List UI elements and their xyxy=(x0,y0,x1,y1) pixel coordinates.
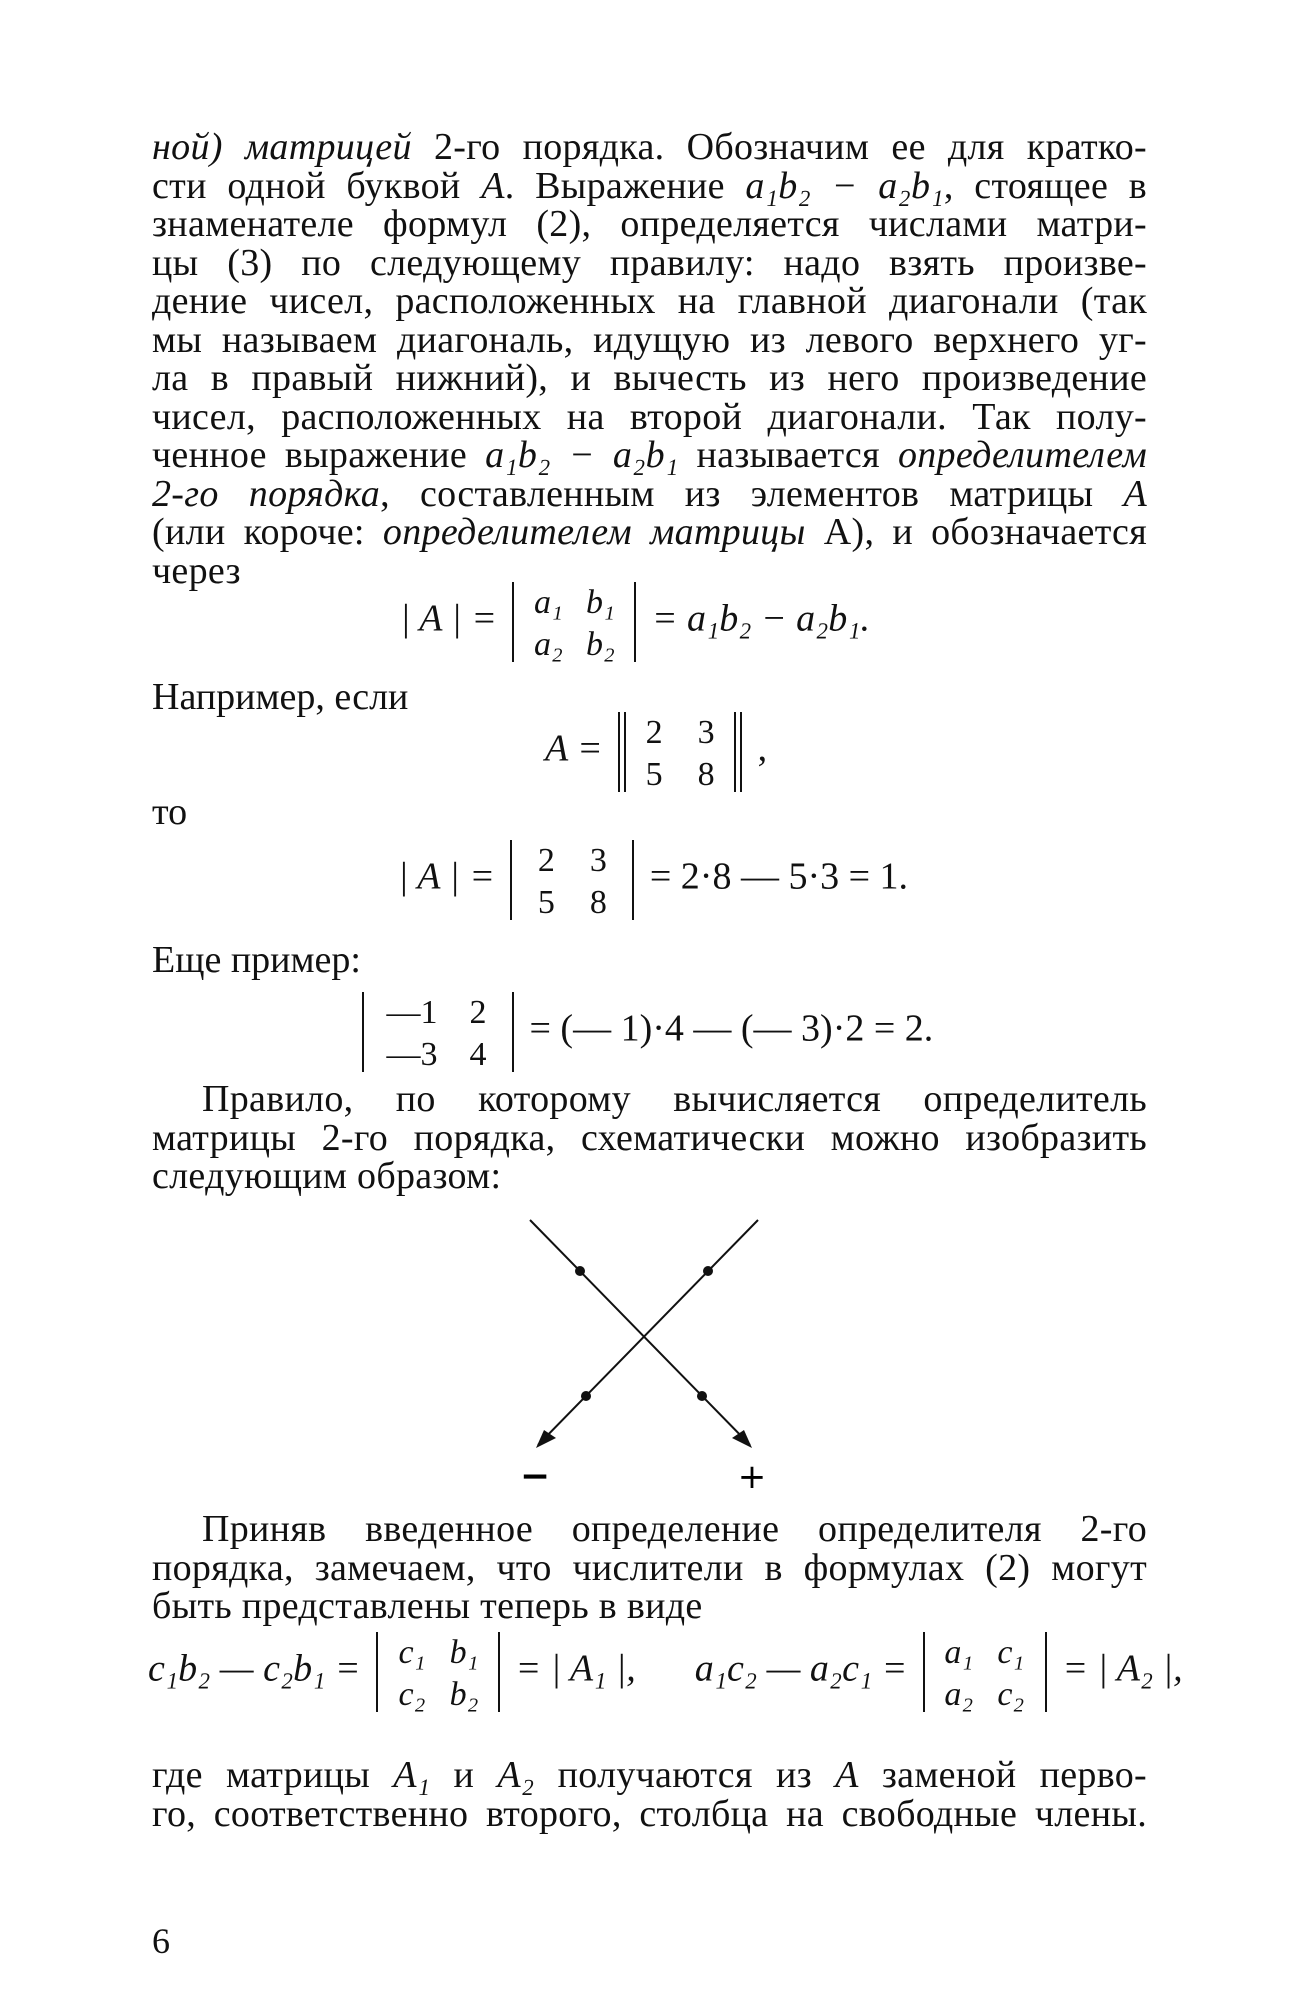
text-line: через xyxy=(152,549,241,592)
matrix-cell: c₂ xyxy=(398,1676,426,1713)
matrix-cell: 5 xyxy=(537,884,555,921)
matrix-cell: b₂ xyxy=(449,1676,479,1713)
formula-rhs: = | A₁ |, xyxy=(515,1647,636,1690)
determinant xyxy=(376,1630,500,1714)
page-number: 6 xyxy=(152,1921,170,1961)
matrix-cell: 2 xyxy=(645,714,663,751)
text-line: цы (3) по следующему правилу: надо взять произве- xyxy=(152,241,1147,284)
matrix-cell: a₁ xyxy=(944,1634,974,1671)
determinant xyxy=(923,1630,1047,1714)
formula-rhs: = | A₂ |, xyxy=(1062,1647,1183,1690)
matrix-cell: a₂ xyxy=(533,626,563,663)
formula-determinant-example-2 xyxy=(356,990,933,1074)
arrowhead-minus xyxy=(536,1430,556,1448)
text-line: знаменателе формул (2), определяется числами матри- xyxy=(152,203,1147,245)
diagonal-point xyxy=(697,1391,707,1401)
formula-lhs: A = xyxy=(545,727,603,770)
matrix-cell: 2 xyxy=(537,842,555,879)
formula-lhs: | A | = xyxy=(400,597,497,640)
paragraph-matrices-A1-A2 xyxy=(152,1756,1147,1833)
diagonal-point xyxy=(575,1266,585,1276)
formula-determinant-definition xyxy=(400,580,870,664)
matrix-cell: b₂ xyxy=(585,626,615,663)
text-line: Правило, по которому вычисляется определитель xyxy=(202,1078,1147,1120)
then-word: то xyxy=(152,791,188,833)
text-line: ной) матрицей 2-го порядка. Обозначим ее для кратко- xyxy=(152,126,1147,168)
minus-label: − xyxy=(519,1456,551,1497)
text-line: где матрицы A₁ и A₂ получаются из A заменой перво- xyxy=(152,1754,1147,1796)
matrix-cell: b₁ xyxy=(585,584,615,621)
text-line: го, соответственно второго, столбца на свободные члены. xyxy=(152,1792,1147,1835)
text-line: ченное выражение a₁b₂ − a₂b₁ называется определителем xyxy=(152,434,1147,476)
text-line: мы называем диагональ, идущую из левого верхнего уг- xyxy=(152,318,1147,361)
text-line: сти одной буквой A. Выражение a₁b₂ − a₂b₁, стоящее в xyxy=(152,164,1147,207)
formula-rhs: = (— 1)·4 — (— 3)·2 = 2. xyxy=(529,1007,934,1050)
formula-determinant-example xyxy=(398,838,908,922)
another-example-label: Еще пример: xyxy=(152,939,361,981)
determinant xyxy=(512,580,636,664)
formula-lhs: a₁c₂ — a₂c₁ = xyxy=(694,1647,908,1690)
formula-numerators xyxy=(148,1630,1183,1714)
main-diagonal-arrow xyxy=(530,1220,750,1445)
matrix-cell: c₁ xyxy=(398,1634,426,1671)
determinant xyxy=(362,990,514,1074)
formula-rhs: , xyxy=(757,727,768,770)
paragraph-rule xyxy=(152,1080,1147,1196)
arrowhead-plus xyxy=(732,1430,752,1448)
matrix-cell: c₂ xyxy=(997,1676,1025,1713)
matrix-cell: —1 xyxy=(386,994,438,1031)
matrix-cell: 5 xyxy=(645,756,663,793)
diagonal-point xyxy=(703,1266,713,1276)
paragraph-numerators xyxy=(152,1510,1147,1626)
matrix-cell: 4 xyxy=(469,1036,487,1073)
text-line: быть представлены теперь в виде xyxy=(152,1585,703,1627)
secondary-diagonal-arrow xyxy=(538,1220,758,1445)
plus-label: + xyxy=(737,1457,767,1497)
determinant-rule-diagram xyxy=(500,1210,800,1500)
formula-rhs: = a₁b₂ − a₂b₁. xyxy=(651,597,871,640)
matrix-cell: a₁ xyxy=(533,584,563,621)
text-line: матрицы 2-го порядка, схематически можно изобразить xyxy=(152,1116,1147,1159)
matrix-cell: c₁ xyxy=(997,1634,1025,1671)
text-line: порядка, замечаем, что числители в формулах (2) могут xyxy=(152,1546,1147,1589)
formula-lhs: | A | = xyxy=(398,855,495,898)
matrix-cell: a₂ xyxy=(944,1676,974,1713)
text-line: (или короче: определителем матрицы A), и обозначается xyxy=(152,511,1148,553)
diagonal-point xyxy=(581,1391,591,1401)
determinant xyxy=(510,838,634,922)
text-line: дение чисел, расположенных на главной диагонали (так xyxy=(152,280,1147,322)
matrix-cell: 3 xyxy=(697,714,715,751)
formula-lhs: c₁b₂ — c₂b₁ = xyxy=(148,1647,361,1690)
text-line: ла в правый нижний), и вычесть из него произведение xyxy=(152,357,1147,399)
text-line: следующим образом: xyxy=(152,1155,502,1197)
matrix-cell: b₁ xyxy=(449,1634,479,1671)
matrix-cell: 8 xyxy=(697,756,715,793)
text-line: Приняв введенное определение определителя 2-го xyxy=(202,1508,1147,1550)
matrix-cell: 3 xyxy=(589,842,607,879)
text-line: 2-го порядка, составленным из элементов матрицы A xyxy=(152,472,1147,515)
paragraph-definition xyxy=(152,128,1147,590)
text-line: чисел, расположенных на второй диагонали. Так полу- xyxy=(152,395,1147,438)
matrix-cell: 2 xyxy=(469,994,487,1031)
matrix xyxy=(618,710,742,794)
example-intro: Например, если xyxy=(152,676,409,718)
matrix-cell: 8 xyxy=(589,884,607,921)
formula-matrix-example xyxy=(545,710,767,794)
matrix-cell: —3 xyxy=(386,1036,438,1073)
formula-rhs: = 2·8 — 5·3 = 1. xyxy=(649,855,909,898)
